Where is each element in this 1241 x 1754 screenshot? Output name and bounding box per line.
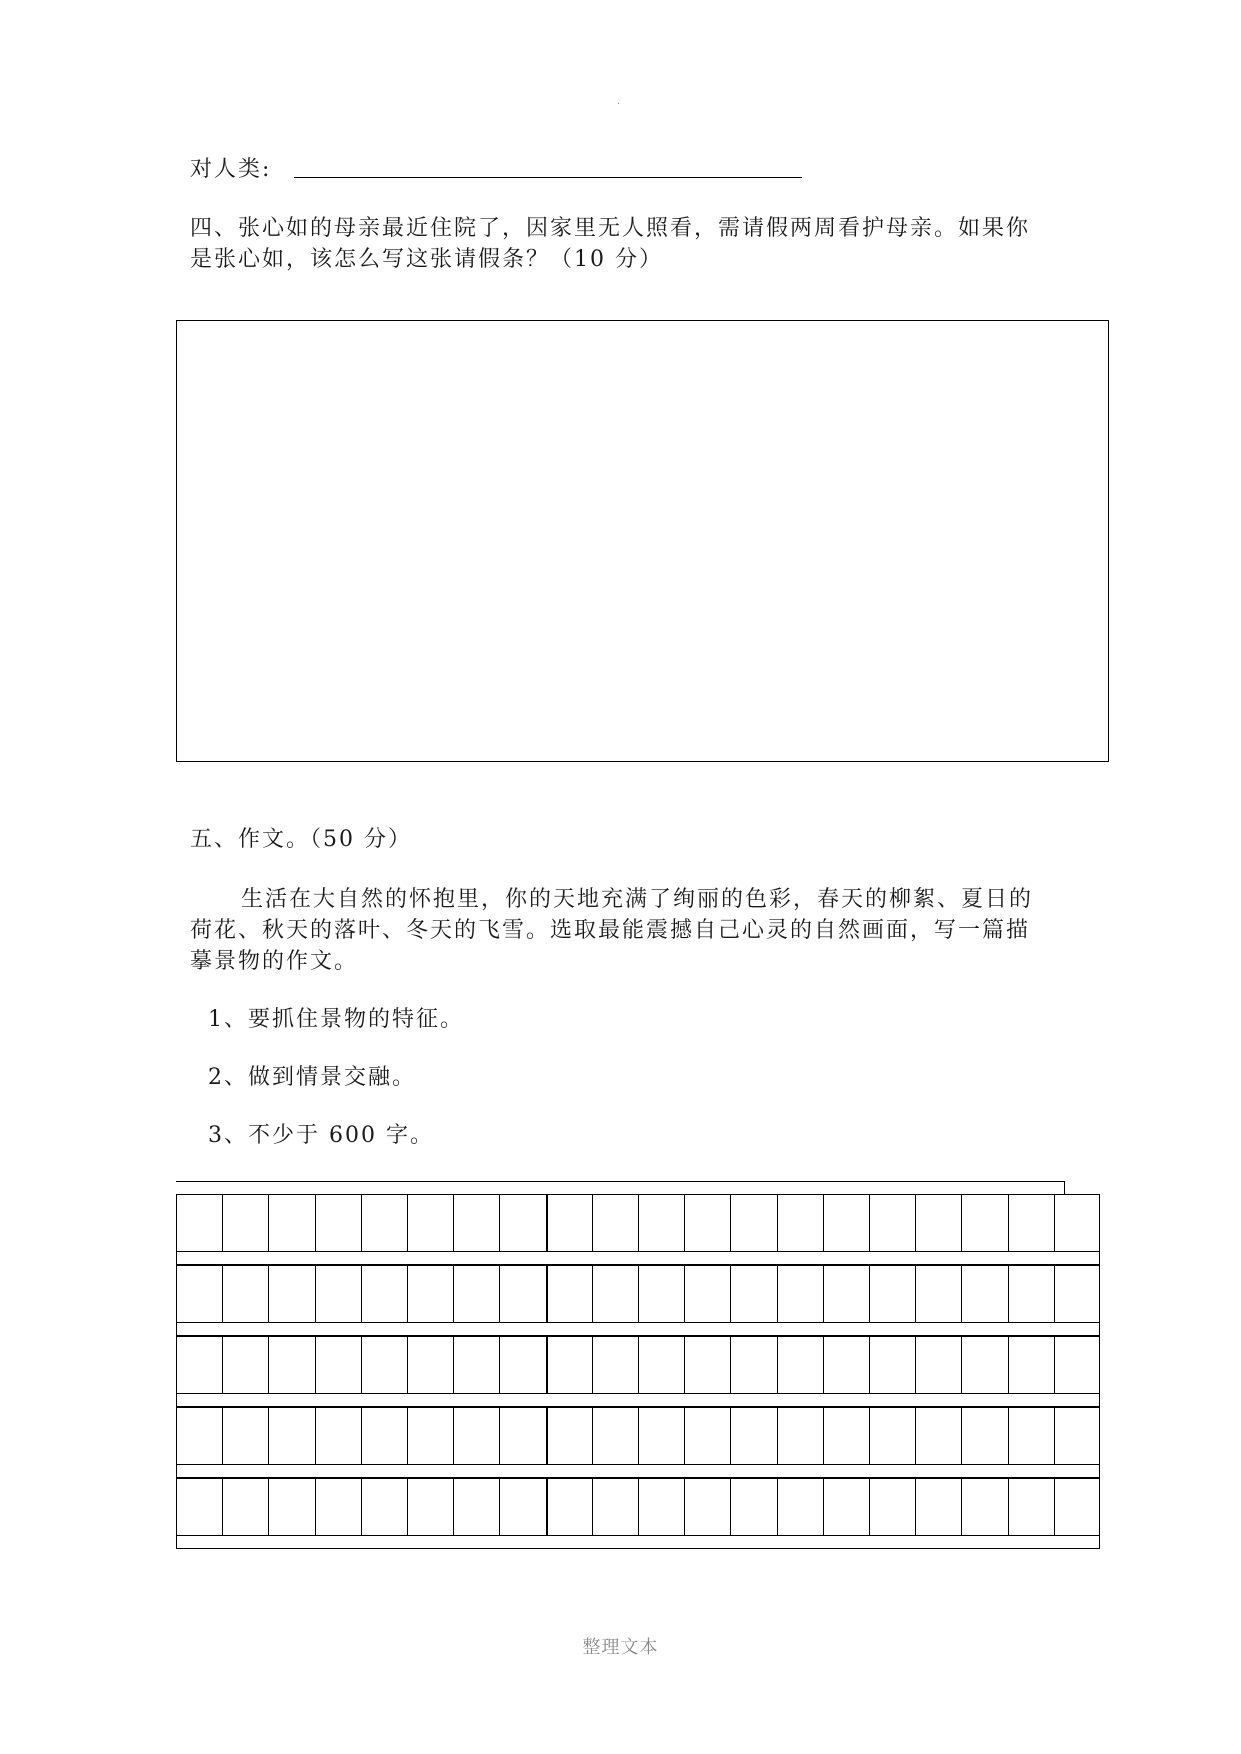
writing-grid-cell-divider [499,1408,500,1464]
writing-grid-cell-divider [823,1266,824,1322]
writing-grid-cell-divider [499,1479,500,1535]
question4-line2: 是张心如，该怎么写这张请假条？（10 分） [190,247,663,272]
writing-grid-cell-divider [361,1266,362,1322]
writing-grid-cell-divider [730,1337,731,1393]
writing-grid-cell-divider [961,1195,962,1251]
writing-grid-cell-divider [222,1195,223,1251]
writing-grid-cell-divider [1054,1408,1055,1464]
writing-grid-cell-divider [453,1266,454,1322]
writing-grid-row-gap [176,1394,1100,1407]
question4-line1: 四、张心如的母亲最近住院了，因家里无人照看，需请假两周看护母亲。如果你 [190,216,1031,241]
writing-grid-cell-divider [222,1408,223,1464]
writing-grid-cell-divider [638,1479,639,1535]
writing-grid-cell-divider [915,1479,916,1535]
writing-grid-cell-divider [869,1266,870,1322]
writing-grid-row[interactable] [176,1407,1100,1465]
writing-grid-cell-divider [915,1337,916,1393]
writing-grid-cell-divider [361,1195,362,1251]
writing-grid-cell-divider [407,1337,408,1393]
writing-grid-cell-divider [268,1266,269,1322]
writing-grid-cell-divider [915,1195,916,1251]
requirement-item: 1、要抓住景物的特征。 [208,1007,464,1032]
writing-grid-cell-divider [915,1266,916,1322]
writing-grid-cell-divider [222,1337,223,1393]
writing-grid-cell-divider [499,1266,500,1322]
writing-grid-cell-divider [499,1337,500,1393]
writing-grid-cell-divider [453,1408,454,1464]
writing-grid-cell-divider [1008,1337,1009,1393]
writing-grid-cell-divider [315,1337,316,1393]
writing-grid-cell-divider [730,1408,731,1464]
writing-grid-cell-divider [268,1337,269,1393]
question5-prompt-line3: 摹景物的作文。 [190,949,359,974]
writing-grid-cell-divider [361,1479,362,1535]
writing-grid-row[interactable] [176,1336,1100,1394]
writing-grid-row[interactable] [176,1194,1100,1252]
writing-grid-cell-divider [730,1479,731,1535]
writing-grid-cell-divider [869,1195,870,1251]
requirement-item: 3、不少于 600 字。 [208,1123,434,1148]
writing-grid-cell-divider [869,1337,870,1393]
writing-grid-cell-divider [1008,1266,1009,1322]
writing-grid-cell-divider [268,1408,269,1464]
requirement-item: 2、做到情景交融。 [208,1065,416,1090]
writing-grid-row-gap [176,1323,1100,1336]
writing-grid-cell-divider [315,1195,316,1251]
writing-grid-cell-divider [546,1337,548,1393]
writing-grid-cell-divider [453,1337,454,1393]
writing-grid-cell-divider [684,1479,685,1535]
writing-grid-cell-divider [823,1337,824,1393]
writing-grid-cell-divider [777,1479,778,1535]
writing-grid-cell-divider [961,1337,962,1393]
writing-grid-cell-divider [961,1408,962,1464]
writing-grid-row[interactable] [176,1478,1100,1536]
header-mark: . [617,96,621,107]
fill-in-label: 对人类: [190,157,272,182]
footer-text: 整理文本 [582,1637,659,1658]
writing-grid-cell-divider [592,1479,593,1535]
writing-grid-cell-divider [823,1408,824,1464]
writing-grid-cell-divider [823,1195,824,1251]
writing-grid-cell-divider [407,1266,408,1322]
writing-grid-cell-divider [546,1479,548,1535]
writing-grid-cell-divider [777,1408,778,1464]
question5-title: 五、作文。（50 分） [190,827,412,852]
writing-grid-top [176,1181,1065,1194]
writing-grid-cell-divider [823,1479,824,1535]
writing-grid-cell-divider [268,1195,269,1251]
writing-grid-cell-divider [546,1266,548,1322]
writing-grid-cell-divider [407,1479,408,1535]
writing-grid-cell-divider [684,1266,685,1322]
writing-grid-cell-divider [592,1408,593,1464]
writing-grid-cell-divider [453,1195,454,1251]
writing-grid-cell-divider [1008,1408,1009,1464]
writing-grid-cell-divider [407,1408,408,1464]
writing-grid-row-gap [176,1252,1100,1265]
writing-grid-cell-divider [1008,1479,1009,1535]
writing-grid-cell-divider [499,1195,500,1251]
writing-grid-cell-divider [961,1479,962,1535]
writing-grid-cell-divider [915,1408,916,1464]
writing-grid-cell-divider [268,1479,269,1535]
writing-grid-row[interactable] [176,1265,1100,1323]
writing-grid-cell-divider [592,1337,593,1393]
writing-grid-cell-divider [1054,1337,1055,1393]
writing-grid-cell-divider [546,1408,548,1464]
writing-grid-cell-divider [1054,1266,1055,1322]
writing-grid-cell-divider [730,1266,731,1322]
question5-prompt-line2: 荷花、秋天的落叶、冬天的飞雪。选取最能震撼自己心灵的自然画面，写一篇描 [190,918,1031,943]
writing-grid-cell-divider [638,1266,639,1322]
leave-note-answer-box[interactable] [176,320,1109,762]
writing-grid-cell-divider [777,1266,778,1322]
writing-grid-cell-divider [361,1337,362,1393]
writing-grid-cell-divider [684,1408,685,1464]
writing-grid-cell-divider [638,1195,639,1251]
writing-grid-cell-divider [315,1408,316,1464]
writing-grid-cell-divider [315,1266,316,1322]
writing-grid-row-gap [176,1465,1100,1478]
writing-grid-row-gap [176,1536,1100,1549]
writing-grid-cell-divider [361,1408,362,1464]
writing-grid-cell-divider [592,1195,593,1251]
writing-grid-cell-divider [222,1479,223,1535]
fill-in-answer-line[interactable] [294,177,802,178]
writing-grid-cell-divider [1054,1195,1055,1251]
writing-grid-cell-divider [730,1195,731,1251]
writing-grid-cell-divider [315,1479,316,1535]
writing-grid-cell-divider [1054,1479,1055,1535]
writing-grid-cell-divider [453,1479,454,1535]
writing-grid-cell-divider [592,1266,593,1322]
writing-grid-cell-divider [684,1195,685,1251]
writing-grid-cell-divider [684,1337,685,1393]
writing-grid-cell-divider [777,1195,778,1251]
writing-grid-cell-divider [407,1195,408,1251]
writing-grid-cell-divider [869,1408,870,1464]
writing-grid-cell-divider [638,1408,639,1464]
writing-grid-cell-divider [638,1337,639,1393]
writing-grid-cell-divider [961,1266,962,1322]
writing-grid-cell-divider [777,1337,778,1393]
question5-prompt-line1: 生活在大自然的怀抱里，你的天地充满了绚丽的色彩，春天的柳絮、夏日的 [241,887,1034,912]
writing-grid-cell-divider [546,1195,548,1251]
writing-grid-cell-divider [869,1479,870,1535]
writing-grid-cell-divider [222,1266,223,1322]
writing-grid-cell-divider [1008,1195,1009,1251]
